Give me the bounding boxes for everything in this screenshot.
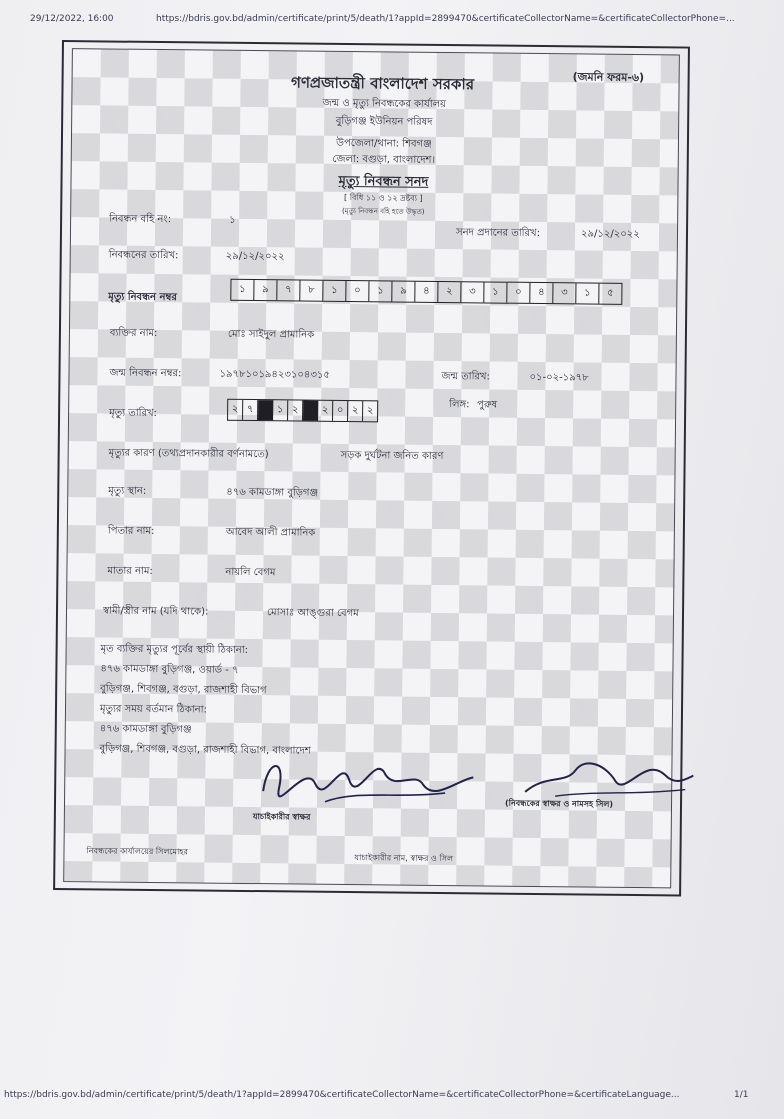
digit-box: ১ [231,280,254,300]
issue-date-label: সনদ প্রদানের তারিখ: [455,227,541,240]
digit-box: ৭ [243,400,258,420]
birth-date-label: জন্ম তারিখ: [441,370,490,383]
registrar-signature-label: (নিবন্ধকের স্বাক্ষর ও নামসহ সিল) [504,798,614,809]
gender-label: লিঙ্গ: [449,399,470,411]
upazila-name: উপজেলা/থানা: শিবগঞ্জ [336,137,432,150]
digit-box: ১ [369,281,392,301]
permanent-address-line2: বুড়িগঞ্জ, শিবগঞ্জ, বগুড়া, রাজশাহী বিভাগ [100,683,267,697]
digit-box: ২ [348,401,363,421]
certificate-title: মৃত্যু নিবন্ধন সনদ [338,173,429,190]
present-address-line2: বুড়িগঞ্জ, শিবগঞ্জ, বগুড়া, রাজশাহী বিভাগ, বাংলাদেশ [99,743,311,757]
digit-box: ৪ [530,283,553,303]
mother-name-label: মাতার নাম: [107,565,153,577]
digit-box: ০ [333,401,348,421]
digit-box: ০ [507,283,530,303]
digit-box: ৫ [607,287,614,299]
person-name-label: ব্যক্তির নাম: [109,327,158,340]
death-cause-label: মৃত্যুর কারণ (তথ্যপ্রদানকারীর বর্ণনামতে) [108,447,269,461]
person-name-value: মোঃ সাইদুল প্রামানিক [227,328,315,341]
office-name: জন্ম ও মৃত্যু নিবন্ধকের কার্যালয় [322,97,447,111]
registration-date-value: ২৯/১২/২০২২ [225,250,285,263]
digit-box: ৪ [415,282,438,302]
father-name-value: আবেদ আলী প্রামানিক [225,526,316,539]
office-seal-label: নিবন্ধকের কার্যালয়ের সিলমোহর [86,846,188,857]
digit-box [258,400,273,420]
birth-reg-value: ১৯৭৮১০১৯৪২৩১০৪৩১৫ [219,368,330,381]
digit-box: ৯ [392,281,415,301]
digit-box: ১ [273,400,288,420]
digit-box: ২ [366,405,374,417]
death-date-label: মৃত্যু তারিখ: [109,407,157,420]
present-address-label: মৃত্যুর সময় বর্তমান ঠিকানা: [99,703,207,716]
form-number: (জমনি ফরম-৬) [572,70,645,85]
print-footer-url: https://bdris.gov.bd/admin/certificate/print/5/death/1?appId=2899470&certificateCollectorName=&certificateCollectorPhone=&certificateLanguage... [4,1090,680,1100]
birth-date-value: ০১-০২-১৯৭৮ [529,371,589,384]
digit-box: ১ [323,281,346,301]
permanent-address-line1: ৪৭৬ কামডাঙ্গা বুড়িগঞ্জ, ওয়ার্ড - ৭ [100,663,239,676]
death-reg-number-boxes [230,279,622,305]
digit-box: ৭ [277,280,300,300]
district-name: জেলা: বগুড়া, বাংলাদেশ। [332,153,436,166]
digit-box [303,401,318,421]
spouse-name-value: মোসাঃ আঙ্গুরা বেগম [266,607,359,620]
certificate-body [63,48,680,888]
print-page-number: 1/1 [734,1090,749,1100]
gender-value: পুরুষ [477,399,498,411]
registration-date-label: নিবন্ধনের তারিখ: [108,249,179,262]
mother-name-value: নায়লি বেগম [225,566,276,579]
digit-box: ২ [228,400,243,420]
print-header-url: https://bdris.gov.bd/admin/certificate/print/5/death/1?appId=2899470&certificateCollectorName=&certificateCollectorPhone=... [156,14,735,24]
digit-box: ৯ [254,280,277,300]
certificate-frame [53,40,690,897]
print-datetime: 29/12/2022, 16:00 [30,14,114,24]
verifier-label: যাচাইকারীর নাম, স্বাক্ষর ও সিল [354,853,453,864]
digit-box: ২ [318,401,333,421]
death-cause-value: সড়ক দুর্ঘটনা জনিত কারণ [340,449,444,463]
digit-box: ১ [484,282,507,302]
digit-box: ২ [288,400,303,420]
death-date-boxes [227,399,378,423]
permanent-address-label: মৃত ব্যক্তির মৃত্যুর পূর্বের স্থায়ী ঠিকানা: [100,643,249,656]
rule-subtitle: (মৃত্যু নিবন্ধন বহি হতে উদ্ধৃত) [341,206,425,216]
death-reg-no-label: মৃত্যু নিবন্ধন নম্বর [108,291,177,304]
birth-reg-label: জন্ম নিবন্ধন নম্বর: [109,367,182,380]
death-place-label: মৃত্যু স্থান: [108,485,147,497]
register-book-label: নিবন্ধন বহি নং: [109,213,172,226]
digit-box: ৩ [461,282,484,302]
checker-signature-label: যাচাইকারীর স্বাক্ষর [252,812,311,822]
spouse-name-label: স্বামী/স্ত্রীর নাম (যদি থাকে): [102,605,209,618]
digit-box: ৩ [553,283,576,303]
issue-date-value: ২৯/১২/২০২২ [580,228,640,241]
digit-box: ০ [346,281,369,301]
rule-reference: [ বিধি ১১ ও ১২ দ্রষ্টব্য ] [344,192,423,203]
father-name-label: পিতার নাম: [107,525,155,537]
death-place-value: ৪৭৬ কামডাঙ্গা বুড়িগঞ্জ [226,486,319,499]
checker-signature [245,739,486,822]
register-book-value: ১ [229,214,236,226]
government-title: গণপ্রজাতন্ত্রী বাংলাদেশ সরকার [290,73,475,94]
digit-box: ১ [576,283,599,303]
union-name: বুড়িগঞ্জ ইউনিয়ন পরিষদ [335,115,433,128]
digit-box: ৮ [300,281,323,301]
digit-box: ২ [438,282,461,302]
present-address-line1: ৪৭৬ কামডাঙ্গা বুড়িগঞ্জ [99,723,192,736]
